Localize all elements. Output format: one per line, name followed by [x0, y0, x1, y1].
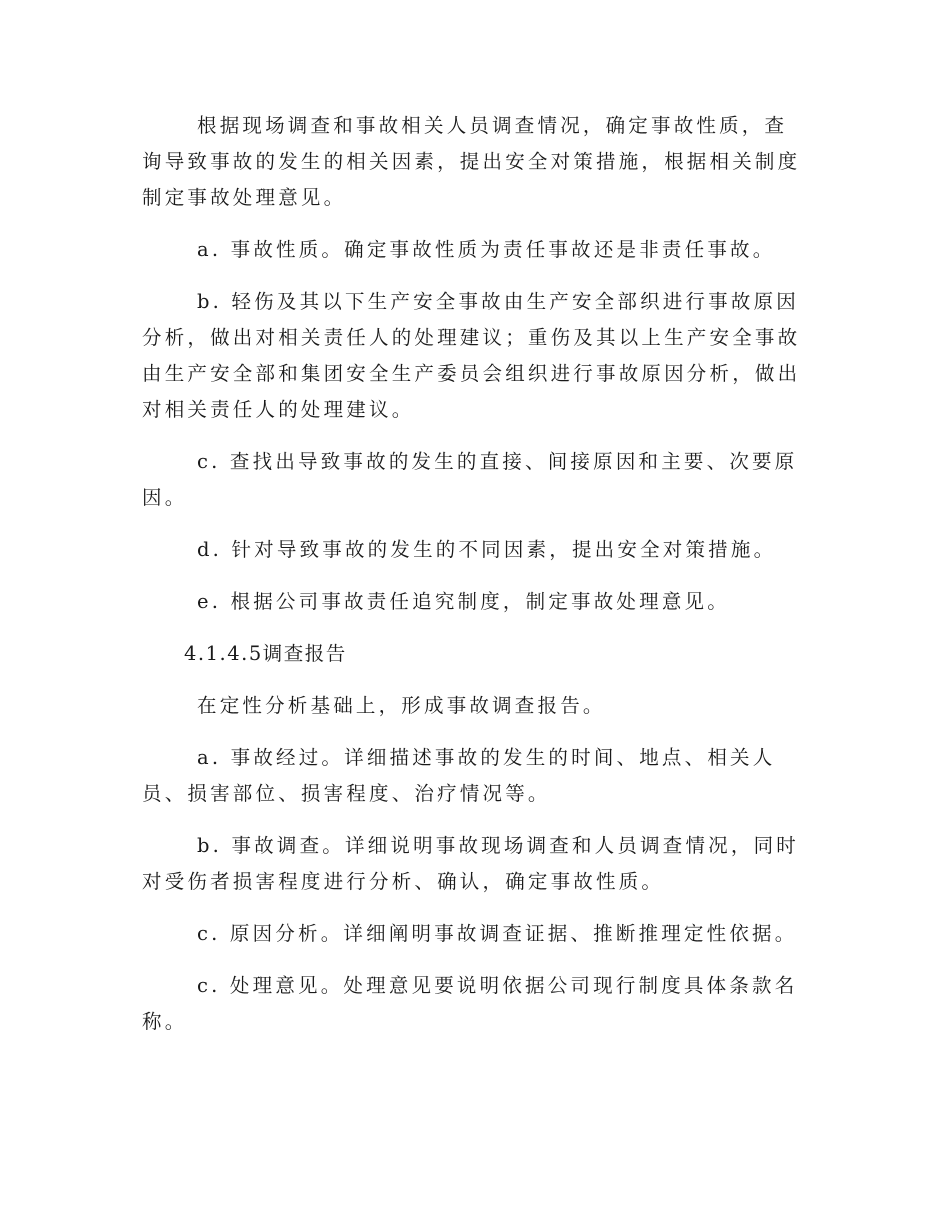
document-body: [142, 108, 802, 1056]
paragraph-item-d-measures: d. 针对导致事故的发生的不同因素，提出安全对策措施。: [197, 538, 777, 561]
paragraph-item-a-nature: a. 事故性质。确定事故性质为责任事故还是非责任事故。: [197, 238, 776, 261]
paragraph-report-a-process: a. 事故经过。详细描述事故的发生的时间、地点、相关人员、损害部位、损害程度、治疗情况等。: [142, 746, 776, 805]
paragraph-intro: 根据现场调查和事故相关人员调查情况，确定事故性质，查询导致事故的发生的相关因素，提出安全对策措施，根据相关制度制定事故处理意见。: [142, 114, 801, 209]
paragraph-item-b-analysis: b. 轻伤及其以下生产安全事故由生产安全部织进行事故原因分析，做出对相关责任人的处理建议；重伤及其以上生产安全事故由生产安全部和集团安全生产委员会组织进行事故原因分析，做出对相关责任人的处理建议。: [142, 290, 801, 421]
section-heading: 4.1.4.5调查报告: [184, 642, 347, 665]
paragraph-report-c-handling-opinion: c. 处理意见。处理意见要说明依据公司现行制度具体条款名称。: [142, 974, 798, 1033]
paragraph-report-intro: 在定性分析基础上，形成事故调查报告。: [197, 694, 606, 717]
paragraph-report-b-investigation: b. 事故调查。详细说明事故现场调查和人员调查情况，同时对受伤者损害程度进行分析、确认，确定事故性质。: [142, 834, 799, 893]
paragraph-item-c-causes: c. 查找出导致事故的发生的直接、间接原因和主要、次要原因。: [142, 450, 798, 509]
paragraph-report-c-cause-analysis: c. 原因分析。详细阐明事故调查证据、推断推理定性依据。: [197, 922, 798, 945]
paragraph-item-e-opinion: e. 根据公司事故责任追究制度，制定事故处理意见。: [197, 590, 730, 613]
